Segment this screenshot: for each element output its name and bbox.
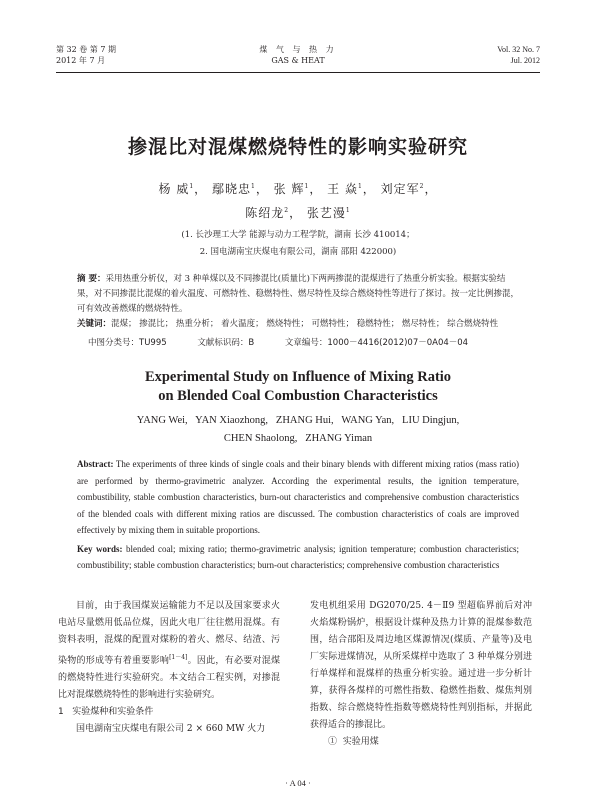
section-heading: 1 实验煤种和实验条件 <box>58 707 154 717</box>
article-number: 文章编号：1000－4416(2012)07－0A04－04 <box>284 338 469 348</box>
author-cn-affil: 1 <box>189 183 195 190</box>
keywords-en-label: Key words: <box>77 543 123 554</box>
author-cn-affil: 2 <box>284 207 290 214</box>
section-paragraph: 国电湖南宝庆煤电有限公司 2 × 660 MW 火力 <box>76 724 266 734</box>
abstract-en-block <box>77 456 519 539</box>
author-cn: 王 焱 <box>327 182 358 196</box>
title-cn: 掺混比对混煤燃烧特性的影响实验研究 <box>127 136 468 158</box>
keywords-en-block <box>77 541 519 574</box>
intro-text: 目前，由于我国煤炭运输能力不足以及国家要求火电站尽量燃用低品位煤，因此火电厂往往燃用混煤。有资料表明，混煤的配置对煤粉的着火、燃尽、结渣、污染物的形成等有着重要影响 <box>58 601 280 666</box>
abstract-en <box>77 456 519 574</box>
author-cn-affil: 1 <box>357 183 363 190</box>
keywords-en-text: blended coal; mixing ratio; thermo-gravimetric analysis; ignition temperature; combustion characteristics; combustibility; stable combustion characteristics; burn-out characteristics; comprehensive combustion characteristics <box>77 543 520 570</box>
body-paragraph: 发电机组采用 DG2070/25. 4－Ⅱ9 型超临界前后对冲火焰煤粉锅炉，根据设计煤种及热力计算的混煤参数范围，结合邵阳及周边地区煤源情况(煤质、产量等)及电厂实际进煤情况，从所采煤样中选取了 3 种单煤分别进行单煤样和混煤样的热重分析实验。通过进一步分析计算，获得各煤样的可燃性指数、稳燃性指数、煤焦判别指数、综合燃烧特性指数等燃烧特性判别指标，并据此获得适合的掺混比。 <box>310 601 532 730</box>
author-cn: 张艺漫 <box>306 206 346 220</box>
title-en-line-1: Experimental Study on Influence of Mixing Ratio <box>144 369 452 385</box>
body-column-left <box>58 598 280 738</box>
authors-en-line-1: YANG Wei, YAN Xiaozhong, ZHANG Hui, WANG Yan, LIU Dingjun, <box>136 415 460 426</box>
author-cn: 陈绍龙 <box>245 206 285 220</box>
header-rule <box>56 72 540 73</box>
page-number: · A 04 · <box>285 778 311 788</box>
author-cn: 张 辉 <box>273 182 305 196</box>
volume-issue-en <box>497 44 540 66</box>
author-cn-affil: 1 <box>345 207 351 214</box>
author-cn-affil: 1 <box>251 183 256 190</box>
authors-cn-line-1: 杨 威$^1$， 鄢晓忠$^1$， 张 辉$^1$， 王 焱$^1$， 刘定军$^2$， <box>158 182 438 196</box>
affiliation-2: 2. 国电湖南宝庆煤电有限公司，湖南 邵阳 422000) <box>199 247 397 257</box>
affiliations-cn <box>0 227 596 261</box>
authors-en <box>0 412 596 448</box>
document-code: 文献标识码：B <box>197 338 255 348</box>
abstract-cn <box>77 272 519 332</box>
intro-paragraph <box>58 598 280 704</box>
keywords-cn-label: 关键词： <box>77 319 112 329</box>
citation-ref: [1－4] <box>169 654 188 661</box>
authors-cn-line-2: 陈绍龙$^2$， 张艺漫$^1$ <box>245 206 351 220</box>
abstract-cn-label: 摘 要： <box>77 274 106 284</box>
abstract-en-label: Abstract: <box>77 459 114 469</box>
keywords-cn-text: 混煤； 掺混比； 热重分析； 着火温度； 燃烧特性； 可燃特性； 稳燃特性； 燃尽特性； 综合燃烧特性 <box>111 319 499 329</box>
abstract-cn-text: 采用热重分析仪，对 3 种单煤以及不同掺混比(质量比)下两两掺混的混煤进行了热重分析实验。根据实验结果，对不同掺混比混煤的着火温度、可燃特性、稳燃特性、燃尽特性及综合燃烧特性等进行了探讨。按一定比例掺混，可有效改善燃煤的燃烧特性。 <box>77 274 520 314</box>
volume-number-en: Vol. 32 No. 7 <box>497 45 540 54</box>
running-header <box>56 38 540 68</box>
clc-number: 中图分类号：TU995 <box>88 338 167 348</box>
author-cn: 杨 威 <box>158 182 190 196</box>
classification-line <box>88 336 518 348</box>
author-cn: 鄢晓忠 <box>211 182 251 196</box>
author-cn-affil: 1 <box>304 183 310 190</box>
intro-text-end: 。因此，有必要对混煤的燃烧特性进行实验研究。本文结合工程实例，对掺混比对混煤燃烧特性的影响进行实验研究。 <box>58 656 280 700</box>
title-en <box>0 368 596 406</box>
author-cn-affil: 2 <box>419 183 425 190</box>
authors-en-line-2: CHEN Shaolong, ZHANG Yiman <box>223 433 373 444</box>
journal-name-cn: 煤 气 与 热 力 <box>259 45 337 54</box>
keywords-cn-block <box>77 317 519 332</box>
journal-name-en: GAS & HEAT <box>271 56 325 65</box>
body-column-right <box>310 598 532 751</box>
date-cn: 2012 年 7 月 <box>56 56 106 65</box>
abstract-cn-block <box>77 272 519 317</box>
abstract-en-text: The experiments of three kinds of single coals and their binary blends with different mixing ratios (mass ratio) are performed by thermo-gravimetric analyzer. According the experimental results, the ignition temperature, combustibility, stable combustion characteristics, burn-out characteristics and comprehensive combustion characteristics of the blended coals with different mixing ratios are discussed. The combustion characteristics of coals are improved effectively by mixing them in suitable proportions. <box>77 459 519 535</box>
affiliation-1: (1. 长沙理工大学 能源与动力工程学院，湖南 长沙 410014； <box>181 230 415 240</box>
journal-name <box>56 44 540 66</box>
date-en: Jul. 2012 <box>510 56 540 65</box>
volume-issue-cn: 第 32 卷 第 7 期 <box>56 45 116 54</box>
subsection-heading: ① 实验用煤 <box>328 737 379 747</box>
author-cn: 刘定军 <box>380 182 420 196</box>
title-en-line-2: on Blended Coal Combustion Characteristics <box>158 388 438 404</box>
authors-cn <box>0 176 596 224</box>
